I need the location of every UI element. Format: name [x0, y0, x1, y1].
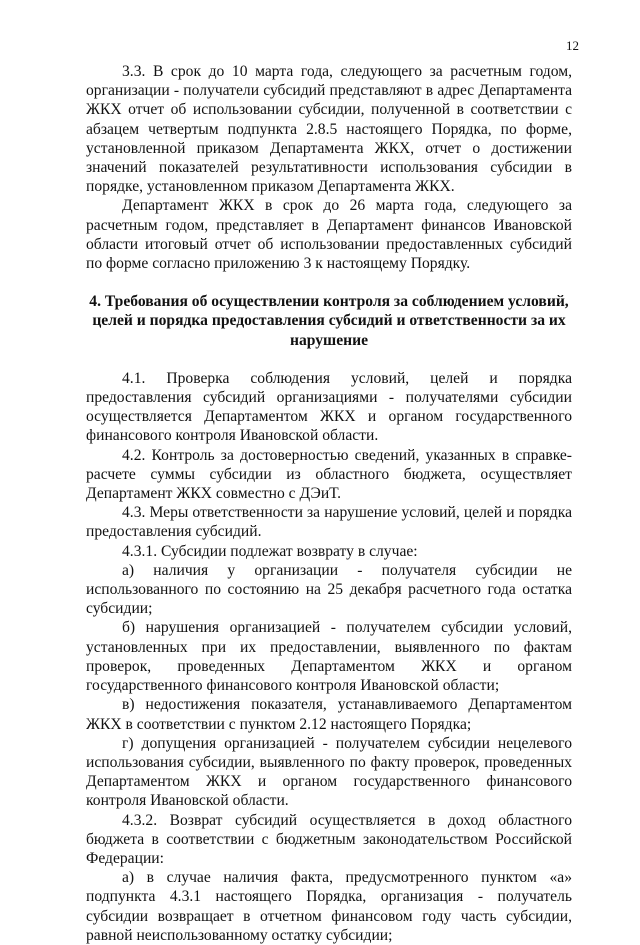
paragraph-4-3-1-a: а) наличия у организации - получателя субсидии не использованного по состоянию на 25 декабря расчетного года остатка субсидии; [86, 561, 572, 618]
paragraph-4-3-1: 4.3.1. Субсидии подлежат возврату в случае: [122, 542, 418, 560]
paragraph-4-2: 4.2. Контроль за достоверностью сведений, указанных в справке-расчете суммы субсидии из областного бюджета, осуществляет Департамент ЖКХ совместно с ДЭиТ. [86, 446, 572, 503]
paragraph-3-3: 3.3. В срок до 10 марта года, следующего за расчетным годом, организации - получатели субсидий представляют в адрес Департамента ЖКХ отчет об использовании субсидии, полученной в соответствии с абзацем четвертым подпункта 2.8.5 настоящего Порядка, по форме, установленной приказом Департамента ЖКХ, отчет о достижении значений показателей результативности использования субсидии в порядке, установленном приказом Департамента ЖКХ. [86, 63, 572, 196]
paragraph-4-3-1-b: б) нарушения организацией - получателем субсидии условий, установленных при их предоставлении, выявленного по фактам проверок, проведенных Департаментом ЖКХ и органом государственного финансового контроля Ивановской области; [86, 619, 572, 695]
paragraph-4-3-1-g: г) допущения организацией - получателем субсидии нецелевого использования субсидии, выявленного по факту проверок, проведенных Департаментом ЖКХ и органом государственного финансового контроля Ивановской области. [86, 734, 572, 810]
paragraph-4-1: 4.1. Проверка соблюдения условий, целей и порядка предоставления субсидий организациями - получателями субсидии осуществляется Департаментом ЖКХ и органом государственного финансового контроля Ивановской области. [86, 369, 572, 445]
document-body [86, 62, 572, 945]
paragraph-4-3-1-v: в) недостижения показателя, устанавливаемого Департаментом ЖКХ в соответствии с пунктом 2.12 настоящего Порядка; [86, 696, 572, 733]
paragraph-3-3-report: Департамент ЖКХ в срок до 26 марта года, следующего за расчетным годом, представляет в Департамент финансов Ивановской области итоговый отчет об использовании предоставленных субсидий по форме согласно приложению 3 к настоящему Порядку. [86, 197, 572, 273]
paragraph-4-3-2: 4.3.2. Возврат субсидий осуществляется в доход областного бюджета в соответствии с бюджетным законодательством Российской Федерации: [86, 811, 572, 867]
paragraph-4-3: 4.3. Меры ответственности за нарушение условий, целей и порядка предоставления субсидий. [86, 504, 572, 541]
page-number: 12 [566, 38, 579, 53]
paragraph-4-3-2-a: а) в случае наличия факта, предусмотренного пунктом «а» подпункта 4.3.1 настоящего Порядка, организация - получатель субсидии возвращает в отчетном финансовом году часть субсидии, равной неиспользованному остатку субсидии; [86, 869, 572, 944]
section-4-heading: 4. Требования об осуществлении контроля за соблюдением условий, целей и порядка предоставления субсидий и ответственности за их нарушение [89, 293, 569, 349]
